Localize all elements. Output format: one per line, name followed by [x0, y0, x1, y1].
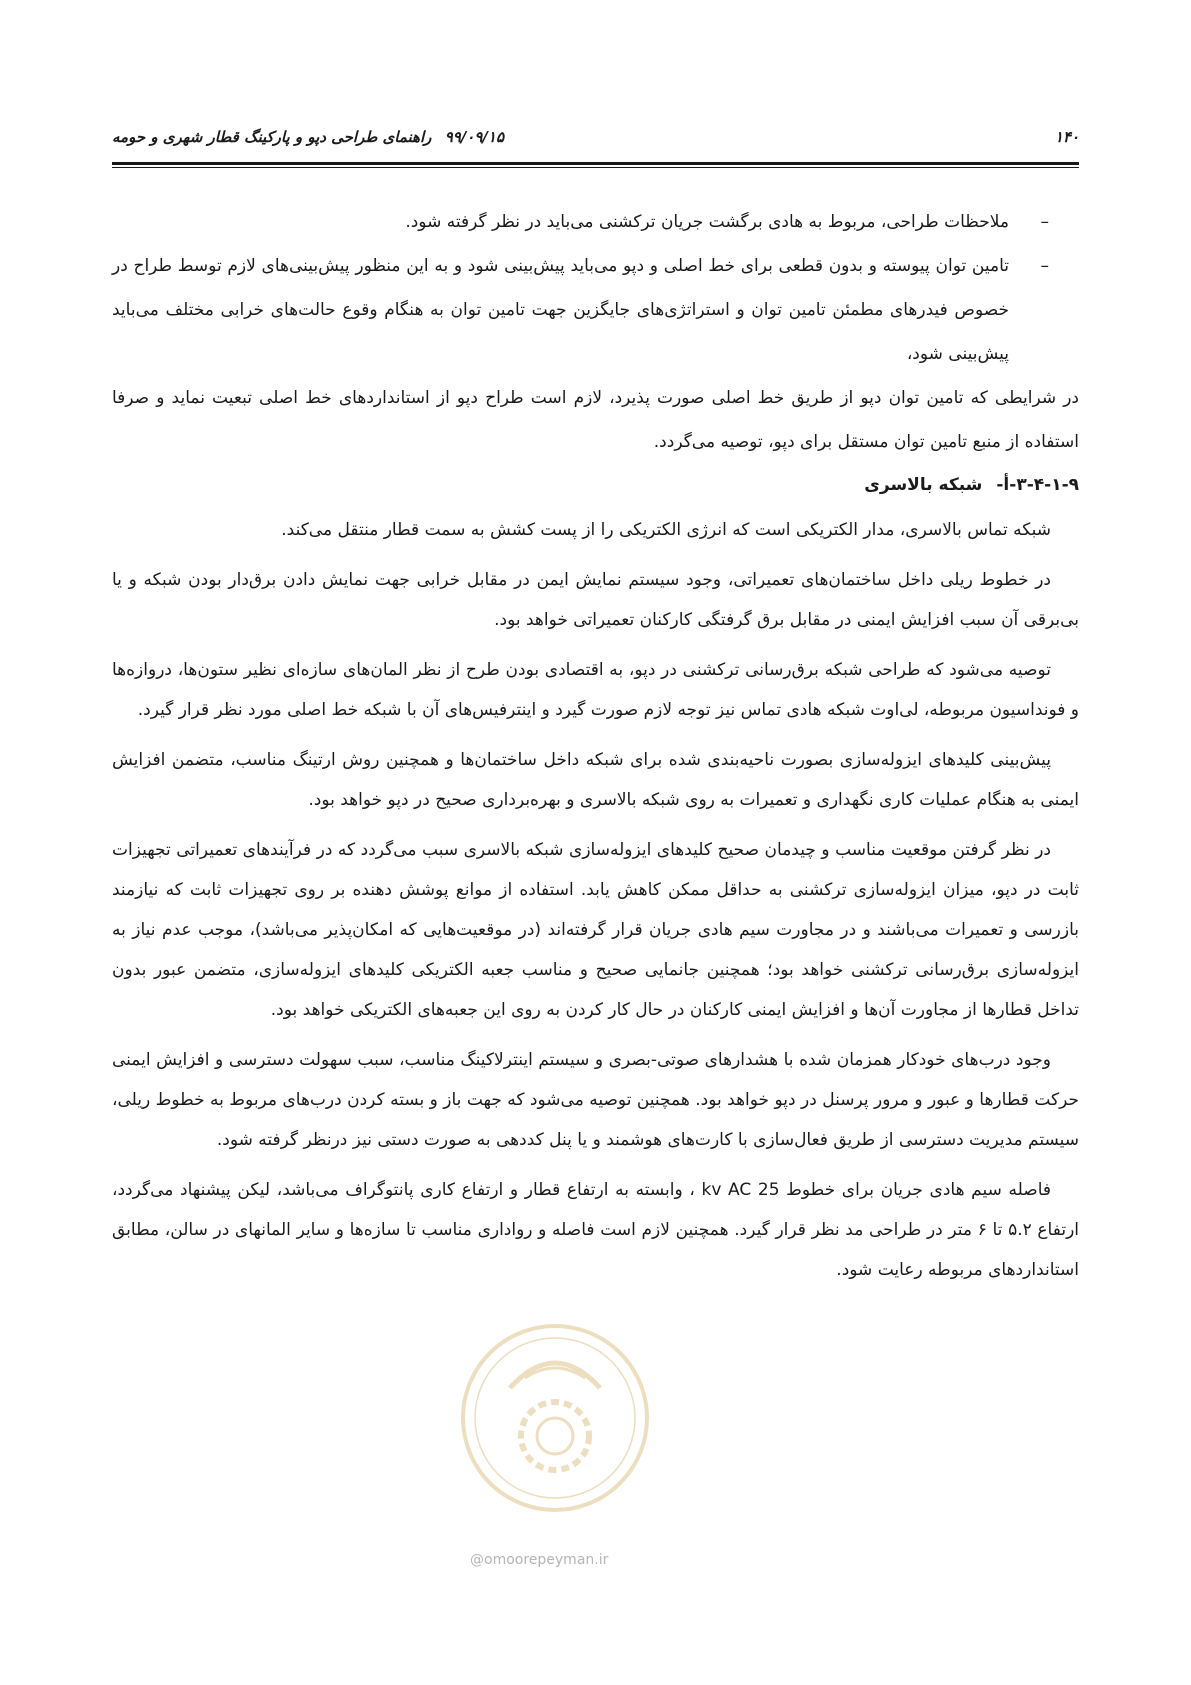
- body-paragraph: پیش‌بینی کلیدهای ایزوله‌سازی بصورت ناحیه‌بندی شده برای شبکه داخل ساختمان‌ها و همچنین روش ارتینگ مناسب، متضمن افزایش ایمنی به هنگام عملیات کاری نگهداری و تعمیرات به روی شبکه بالاسری و بهره‌برداری صحیح در دپو خواهد بود.: [112, 750, 1079, 810]
- intro-paragraph: در شرایطی که تامین توان دپو از طریق خط اصلی صورت پذیرد، لازم است طراح دپو از استانداردهای خط اصلی تبعیت نماید و صرفا استفاده از منبع تامین توان مستقل برای دپو، توصیه می‌گردد.: [112, 388, 1079, 452]
- page-body: [112, 200, 1079, 1300]
- bullet-text: تامین توان پیوسته و بدون قطعی برای خط اصلی و دپو می‌باید پیش‌بینی شود و به این منظور پیش‌بینی‌های لازم توسط طراح در خصوص فیدرهای مطمئن تامین توان و استراتژی‌های جایگزین جهت تامین توان به هنگام وقوع حالت‌های خرابی مختلف می‌باید پیش‌بینی شود،: [112, 256, 1009, 364]
- document-title: راهنمای طراحی دپو و پارکینگ قطار شهری و حومه: [112, 128, 432, 146]
- body-paragraph: در خطوط ریلی داخل ساختمان‌های تعمیراتی، وجود سیستم نمایش ایمن در مقابل خرابی جهت نمایش دادن برق‌دار بودن شبکه و یا بی‌برقی آن سبب افزایش ایمنی در مقابل برق گرفتگی کارکنان تعمیراتی خواهد بود.: [112, 570, 1079, 630]
- bullet-item: [112, 200, 1079, 244]
- body-paragraph: توصیه می‌شود که طراحی شبکه برق‌رسانی ترکشنی در دپو، به اقتصادی بودن طرح از نظر المان‌های سازه‌ای نظیر ستون‌ها، دروازه‌ها و فونداسیون مربوطه، لی‌اوت شبکه هادی تماس نیز توجه لازم صورت گیرد و اینترفیس‌های آن با شبکه خط اصلی مورد نظر قرار گیرد.: [112, 660, 1079, 720]
- body-paragraph: در نظر گرفتن موقعیت مناسب و چیدمان صحیح کلیدهای ایزوله‌سازی شبکه بالاسری سبب می‌گردد که در فرآیندهای تعمیراتی تجهیزات ثابت در دپو، میزان ایزوله‌سازی ترکشنی به حداقل ممکن کاهش یابد. استفاده از موانع پوشش دهنده بر روی تجهیزات ثابت که نیازمند بازرسی و تعمیرات می‌باشند و در مجاورت سیم هادی جریان قرار گرفته‌اند (در موقعیت‌هایی که امکان‌پذیر می‌باشد)، موجب عدم نیاز به ایزوله‌سازی برق‌رسانی ترکشنی خواهد بود؛ همچنین جانمایی صحیح و مناسب جعبه الکتریکی کلیدهای ایزوله‌سازی، متضمن عبور بدون تداخل قطارها از مجاورت آن‌ها و افزایش ایمنی کارکنان در حال کار کردن به روی این جعبه‌های الکتریکی خواهد بود.: [112, 840, 1079, 1020]
- body-paragraph: شبکه تماس بالاسری، مدار الکتریکی است که انرژی الکتریکی را از پست کشش به سمت قطار منتقل می‌کند.: [281, 520, 1051, 540]
- page-number: ۱۴۰: [1054, 128, 1079, 146]
- section-title: شبکه بالاسری: [864, 475, 983, 495]
- header-date: ۹۹/۰۹/۱۵: [444, 128, 504, 146]
- bullet-dash: –: [1040, 256, 1049, 276]
- body-paragraph: وجود درب‌های خودکار همزمان شده با هشدارهای صوتی-بصری و سیستم اینترلاکینگ مناسب، سبب سهولت دسترسی و افزایش ایمنی حرکت قطارها و عبور و مرور پرسنل در دپو خواهد بود. همچنین توصیه می‌شود که جهت باز و بسته کردن درب‌های مربوط به خطوط ریلی، سیستم مدیریت دسترسی از طریق فعال‌سازی با کارت‌های هوشمند و یا پنل کددهی به صورت دستی نیز درنظر گرفته شود.: [112, 1050, 1079, 1150]
- body-paragraph: فاصله سیم هادی جریان برای خطوط 25 kv AC ، وابسته به ارتفاع قطار و ارتفاع کاری پانتوگراف می‌باشد، لیکن پیشنهاد می‌گردد، ارتفاع ۵.۲ تا ۶ متر در طراحی مد نظر قرار گیرد. همچنین لازم است فاصله و رواداری مناسب تا سازه‌ها و سایر المانهای در سالن، مطابق استانداردهای مربوطه رعایت شود.: [112, 1180, 1079, 1280]
- bullet-dash: –: [1040, 212, 1049, 232]
- bullet-text: ملاحظات طراحی، مربوط به هادی برگشت جریان ترکشنی می‌باید در نظر گرفته شود.: [405, 212, 1009, 232]
- watermark-seal-icon: [455, 1318, 655, 1518]
- watermark-url: @omoorepeyman.ir: [470, 1552, 609, 1568]
- section-heading: [112, 464, 1079, 506]
- section-number: ۳-۴-۱-۹-أ-: [996, 475, 1079, 495]
- header-rule-thin: [112, 167, 1079, 168]
- bullet-item: [112, 244, 1079, 376]
- header-rule-thick: [112, 162, 1079, 165]
- page-header: [112, 128, 1079, 158]
